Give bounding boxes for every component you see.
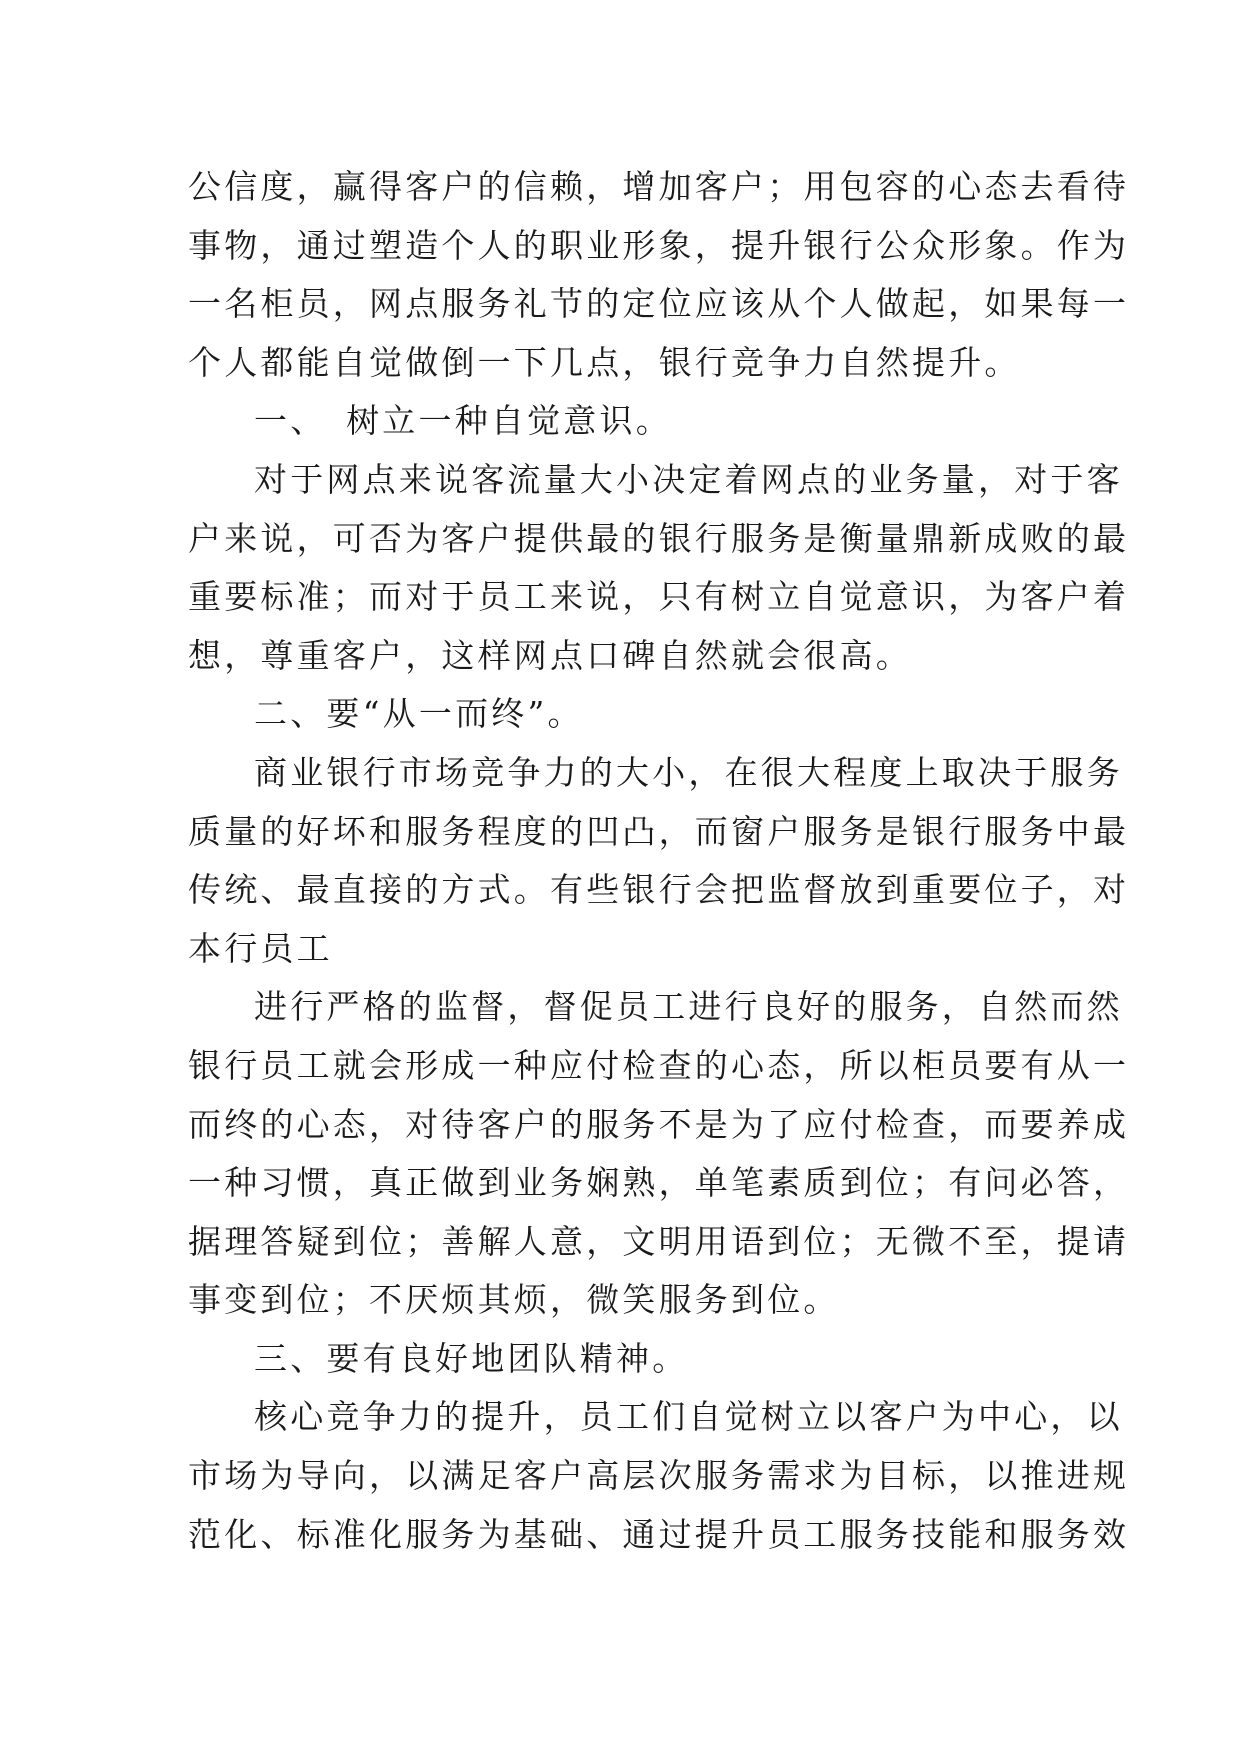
section-heading: 三、要有良好地团队精神。 bbox=[254, 1338, 689, 1378]
text-line: 银行员工就会形成一种应付检查的心态，所以柜员要有从一 bbox=[188, 1045, 1130, 1085]
text-line: 本行员工 bbox=[188, 928, 333, 968]
text-line: 一种习惯，真正做到业务娴熟，单笔素质到位；有问必答， bbox=[188, 1163, 1130, 1203]
text-line: 而终的心态，对待客户的服务不是为了应付检查，而要养成 bbox=[188, 1104, 1130, 1144]
text-line: 传统、最直接的方式。有些银行会把监督放到重要位子，对 bbox=[188, 870, 1130, 910]
text-line: 一名柜员，网点服务礼节的定位应该从个人做起，如果每一 bbox=[188, 284, 1130, 324]
text-line: 个人都能自觉做倒一下几点，银行竞争力自然提升。 bbox=[188, 342, 1021, 382]
section-heading: 一、 树立一种自觉意识。 bbox=[254, 401, 672, 441]
text-line: 核心竞争力的提升，员工们自觉树立以客户为中心，以 bbox=[254, 1397, 1123, 1437]
text-line: 对于网点来说客流量大小决定着网点的业务量，对于客 bbox=[254, 459, 1123, 499]
text-line: 市场为导向，以满足客户高层次服务需求为目标，以推进规 bbox=[188, 1456, 1130, 1496]
section-heading: 二、要“从一而终”。 bbox=[254, 694, 584, 734]
text-line: 范化、标准化服务为基础、通过提升员工服务技能和服务效 bbox=[188, 1514, 1130, 1554]
body-text bbox=[188, 158, 1130, 1564]
text-line: 质量的好坏和服务程度的凹凸，而窗户服务是银行服务中最 bbox=[188, 811, 1130, 851]
text-line: 户来说，可否为客户提供最的银行服务是衡量鼎新成败的最 bbox=[188, 518, 1130, 558]
text-line: 事物，通过塑造个人的职业形象，提升银行公众形象。作为 bbox=[188, 225, 1130, 265]
text-line: 据理答疑到位；善解人意，文明用语到位；无微不至，提请 bbox=[188, 1221, 1130, 1261]
text-line: 重要标准；而对于员工来说，只有树立自觉意识，为客户着 bbox=[188, 577, 1130, 617]
text-line: 事变到位；不厌烦其烦，微笑服务到位。 bbox=[188, 1280, 840, 1320]
text-line: 商业银行市场竞争力的大小，在很大程度上取决于服务 bbox=[254, 752, 1123, 792]
text-line: 想，尊重客户，这样网点口碑自然就会很高。 bbox=[188, 635, 912, 675]
text-line: 进行严格的监督，督促员工进行良好的服务，自然而然 bbox=[254, 987, 1123, 1027]
text-line: 公信度，赢得客户的信赖，增加客户；用包容的心态去看待 bbox=[188, 167, 1130, 206]
